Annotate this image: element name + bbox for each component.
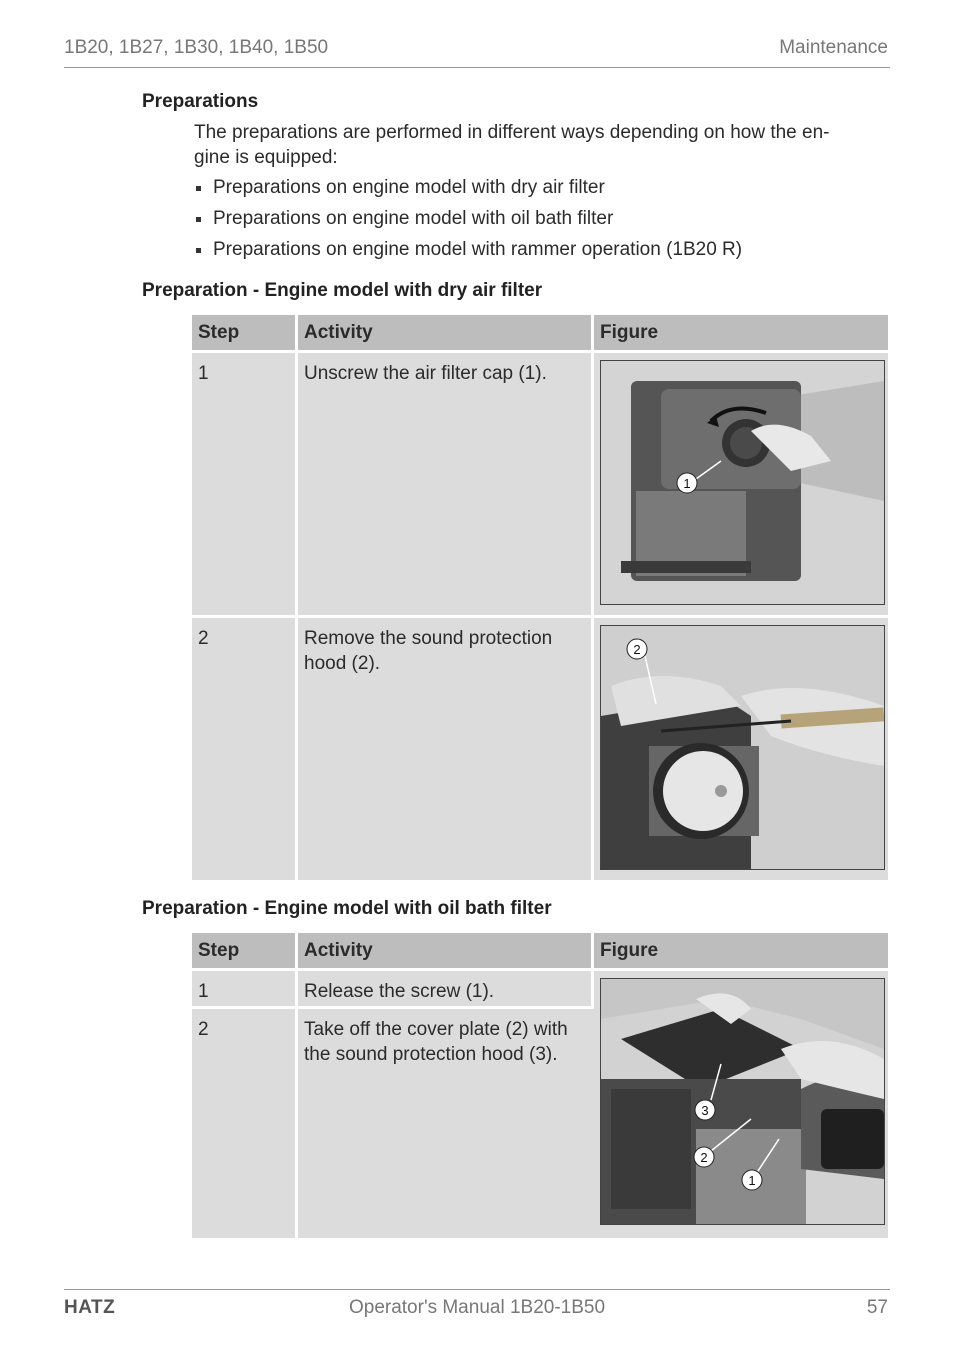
footer-divider <box>64 1289 890 1290</box>
header-section: Maintenance <box>779 37 888 58</box>
step-number: 2 <box>192 1009 298 1241</box>
bullet-icon <box>196 186 201 191</box>
preparations-intro <box>194 120 884 170</box>
list-item: Preparations on engine model with oil bath filter <box>194 206 742 237</box>
table-row <box>192 353 888 618</box>
callout-2: 2 <box>633 642 641 657</box>
sound-hood-photo <box>600 625 885 870</box>
preparations-list <box>194 175 742 268</box>
step-activity: Take off the cover plate (2) with the sound protection hood (3). <box>298 1009 594 1241</box>
brand-logo: HATZ <box>64 1297 116 1318</box>
dry-air-heading: Preparation - Engine model with dry air filter <box>142 280 543 301</box>
list-item: Preparations on engine model with rammer operation (1B20 R) <box>194 237 742 268</box>
oil-bath-heading: Preparation - Engine model with oil bath filter <box>142 898 552 919</box>
col-step: Step <box>192 933 298 971</box>
oil-bath-table <box>192 933 888 1241</box>
header-divider <box>64 67 890 68</box>
preparations-heading: Preparations <box>142 91 259 112</box>
list-item: Preparations on engine model with dry air filter <box>194 175 742 206</box>
page-number: 57 <box>866 1297 888 1318</box>
step-number: 2 <box>192 618 298 883</box>
step-activity: Remove the sound protection hood (2). <box>298 618 594 883</box>
callout-1: 1 <box>748 1173 756 1188</box>
intro-line-2: gine is equipped: <box>194 147 338 168</box>
step-figure <box>594 971 888 1241</box>
intro-line-1: The preparations are performed in different ways depending on how the en- <box>194 122 830 143</box>
col-figure: Figure <box>594 315 888 353</box>
bullet-icon <box>196 217 201 222</box>
callout-3: 3 <box>701 1103 709 1118</box>
footer-manual-title: Operator's Manual 1B20-1B50 <box>348 1297 606 1318</box>
table-row <box>192 618 888 883</box>
cover-plate-photo <box>600 978 885 1225</box>
header-models: 1B20, 1B27, 1B30, 1B40, 1B50 <box>64 37 329 58</box>
step-activity: Release the screw (1). <box>298 971 594 1009</box>
step-activity: Unscrew the air filter cap (1). <box>298 353 594 618</box>
callout-1: 1 <box>683 476 691 491</box>
step-figure <box>594 353 888 618</box>
col-step: Step <box>192 315 298 353</box>
dry-air-table <box>192 315 888 883</box>
step-number: 1 <box>192 353 298 618</box>
col-figure: Figure <box>594 933 888 971</box>
step-number: 1 <box>192 971 298 1009</box>
bullet-icon <box>196 248 201 253</box>
callout-2: 2 <box>700 1150 708 1165</box>
col-activity: Activity <box>298 315 594 353</box>
step-figure <box>594 618 888 883</box>
table-row <box>192 971 888 1009</box>
air-filter-cap-photo <box>600 360 885 605</box>
col-activity: Activity <box>298 933 594 971</box>
